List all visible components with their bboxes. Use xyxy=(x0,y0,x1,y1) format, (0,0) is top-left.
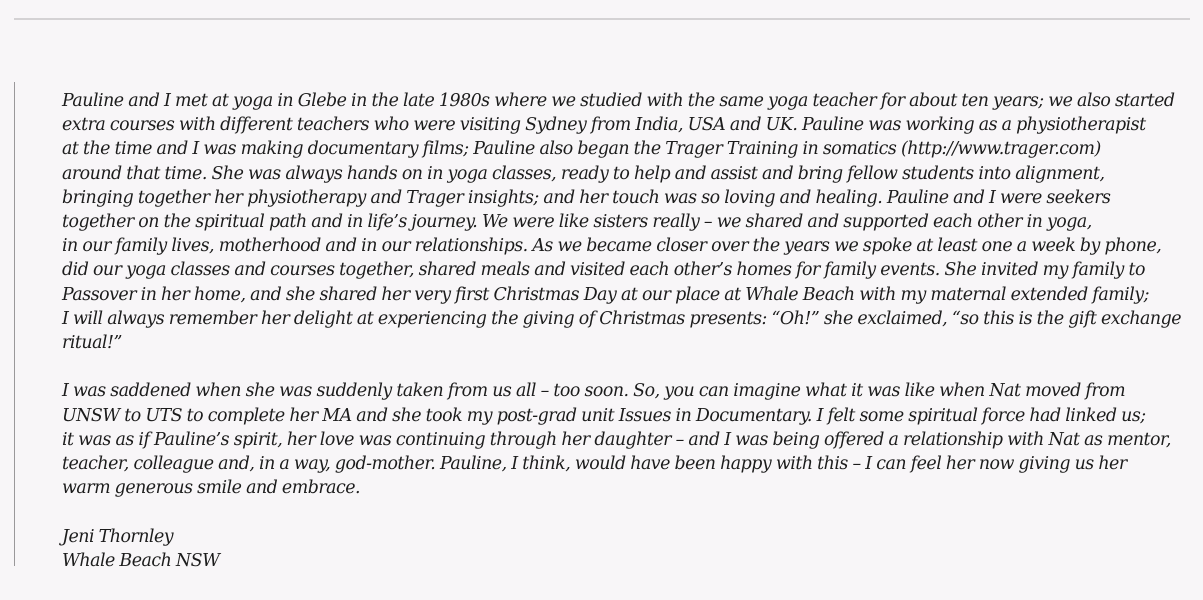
blockquote-left-border xyxy=(14,82,15,566)
paragraph-line: in our family lives, motherhood and in our relationships. As we became closer over the years we spoke at least one a week by phone, xyxy=(62,236,1162,257)
paragraph-line: bringing together her physiotherapy and Trager insights; and her touch was so loving and healing. Pauline and I were seekers xyxy=(62,187,1111,208)
paragraph-line: I was saddened when she was suddenly taken from us all – too soon. So, you can imagine what it was like when Nat moved from xyxy=(62,381,1126,402)
signature-location: Whale Beach NSW xyxy=(62,550,220,571)
paragraph-line: teacher, colleague and, in a way, god-mother. Pauline, I think, would have been happy with this – I can feel her now giving us her xyxy=(62,454,1127,475)
paragraph-line: together on the spiritual path and in life’s journey. We were like sisters really – we shared and supported each other in yoga, xyxy=(62,212,1092,233)
signature-block xyxy=(62,525,1197,573)
signature-name: Jeni Thornley xyxy=(62,526,174,547)
paragraph-2 xyxy=(62,379,1197,500)
paragraph-line: it was as if Pauline’s spirit, her love was continuing through her daughter – and I was being offered a relationship with Nat as mentor, xyxy=(62,429,1171,450)
paragraph-line: around that time. She was always hands on in yoga classes, ready to help and assist and bring fellow students into alignment, xyxy=(62,163,1105,184)
paragraph-spacer xyxy=(62,500,1197,524)
paragraph-line: UNSW to UTS to complete her MA and she took my post-grad unit Issues in Documentary. I felt some spiritual force had linked us; xyxy=(62,405,1146,426)
paragraph-spacer xyxy=(62,355,1197,379)
paragraph-line: warm generous smile and embrace. xyxy=(62,478,361,499)
paragraph-1 xyxy=(62,89,1197,355)
paragraph-line: extra courses with different teachers who were visiting Sydney from India, USA and UK. Pauline was working as a physiotherapist xyxy=(62,115,1146,136)
paragraph-line: Pauline and I met at yoga in Glebe in the late 1980s where we studied with the same yoga teacher for about ten years; we also started xyxy=(62,91,1175,111)
top-divider xyxy=(14,18,1190,20)
paragraph-line: at the time and I was making documentary films; Pauline also began the Trager Training in somatics (http://www.trager.com) xyxy=(62,139,1101,160)
paragraph-line: Passover in her home, and she shared her very first Christmas Day at our place at Whale Beach with my maternal extended family; xyxy=(62,284,1149,305)
paragraph-line: ritual!” xyxy=(62,333,122,354)
paragraph-line: I will always remember her delight at experiencing the giving of Christmas presents: “Oh!” she exclaimed, “so this is the gift exchange xyxy=(62,308,1182,329)
blockquote xyxy=(62,89,1197,573)
paragraph-line: did our yoga classes and courses together, shared meals and visited each other’s homes for family events. She invited my family to xyxy=(62,260,1145,281)
